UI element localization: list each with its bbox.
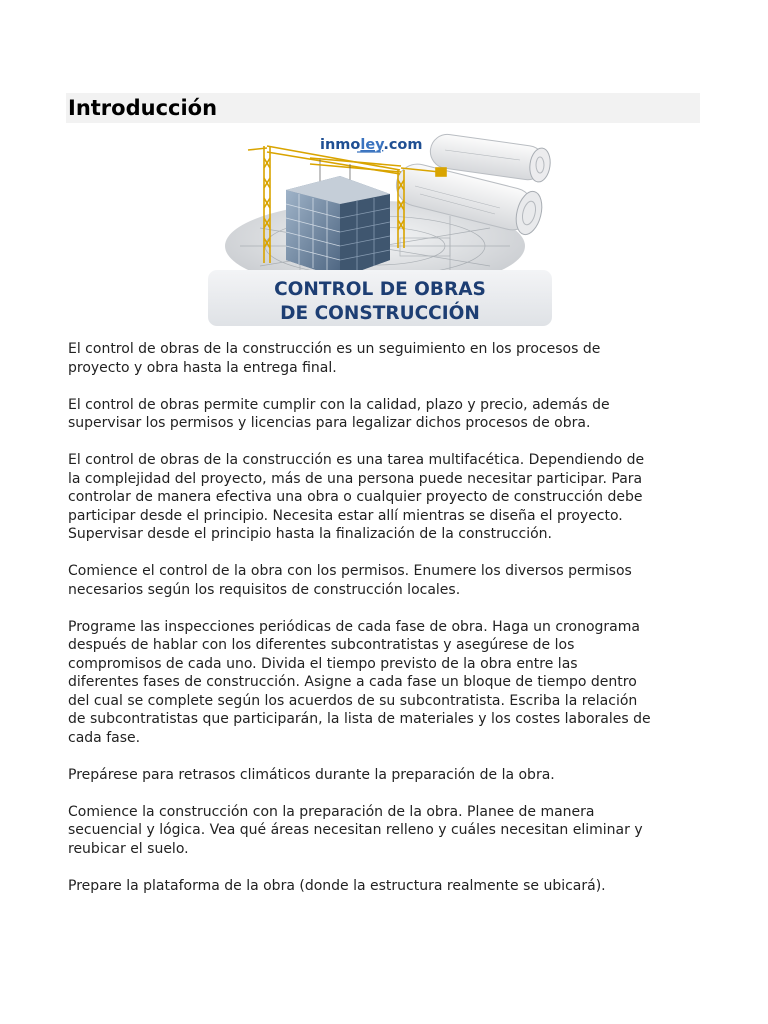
paragraph: Prepare la plataforma de la obra (donde la estructura realmente se ubicará). [68, 877, 606, 894]
page-heading: Introducción [68, 96, 218, 120]
paragraph: Prepárese para retrasos climáticos durante la preparación de la obra. [68, 766, 555, 783]
inmoley-logo [320, 137, 423, 153]
construction-illustration [200, 128, 560, 330]
paragraph: Comience el control de la obra con los permisos. Enumere los diversos permisos necesarios según los requisitos de construcción locales. [68, 563, 632, 598]
paragraph: El control de obras de la construcción es un seguimiento en los procesos de proyecto y obra hasta la entrega final. [68, 341, 601, 376]
logo-underlined: ley [360, 137, 384, 153]
paragraph: El control de obras de la construcción es una tarea multifacética. Dependiendo de la complejidad del proyecto, más de una persona puede necesitar participar. Para controlar de manera efectiva una obra o cualquier proyecto de construcción debe participar desde el principio. Necesita estar allí mientras se diseña el proyecto. Supervisar desde el principio hasta la finalización de la construcción. [68, 452, 645, 542]
body-text [68, 340, 708, 914]
logo-suffix: .com [383, 137, 423, 153]
heading-bar [66, 93, 700, 123]
title-banner [208, 270, 552, 326]
paragraph: El control de obras permite cumplir con la calidad, plazo y precio, además de supervisar los permisos y licencias para legalizar dichos procesos de obra. [68, 396, 610, 431]
banner-line-1: CONTROL DE OBRAS [274, 279, 486, 300]
building-icon [286, 176, 390, 278]
logo-prefix: inmo [320, 137, 361, 153]
paragraph: Comience la construcción con la preparación de la obra. Planee de manera secuencial y lógica. Vea qué áreas necesitan relleno y cuáles necesitan eliminar y reubicar el suelo. [68, 803, 643, 857]
banner-line-2: DE CONSTRUCCIÓN [280, 303, 480, 324]
hero-image [200, 128, 560, 330]
paragraph: Programe las inspecciones periódicas de cada fase de obra. Haga un cronograma después de hablar con los diferentes subcontratistas y asegúrese de los compromisos de cada uno. Divida el tiempo previsto de la obra entre las diferentes fases de construcción. Asigne a cada fase un bloque de tiempo dentro del cual se complete según los acuerdos de su subcontratista. Escriba la relación de subcontratistas que participarán, la lista de materiales y los costes laborales de cada fase. [68, 618, 651, 746]
svg-text:inmoley.com [320, 137, 423, 153]
